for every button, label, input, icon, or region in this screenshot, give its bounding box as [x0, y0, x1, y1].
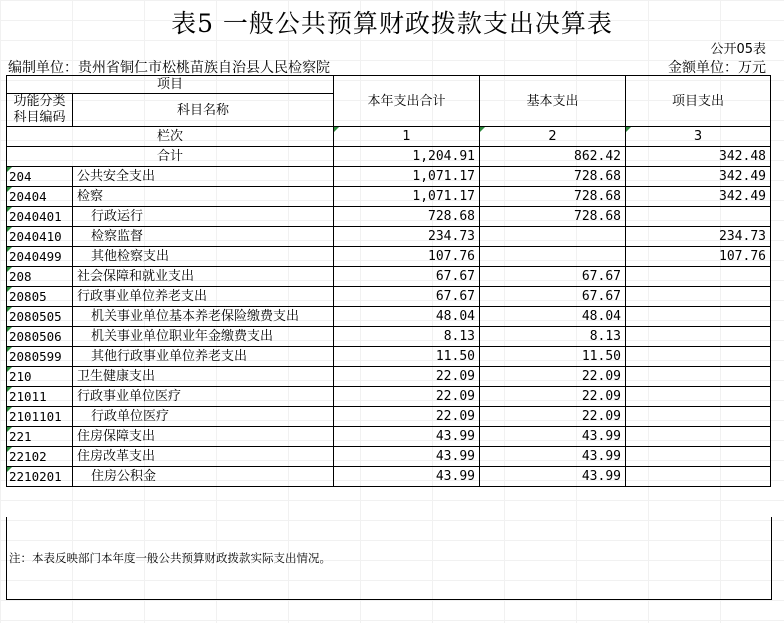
row-total[interactable]: 1,071.17 — [334, 167, 480, 187]
row-basic[interactable]: 22.09 — [480, 367, 626, 387]
table-body — [7, 167, 771, 487]
footnote — [6, 517, 772, 600]
table-row[interactable] — [7, 347, 771, 367]
row-total[interactable]: 43.99 — [334, 427, 480, 447]
row-subject-name[interactable]: 其他检察支出 — [73, 247, 334, 267]
row-total[interactable]: 11.50 — [334, 347, 480, 367]
row-basic[interactable]: 43.99 — [480, 427, 626, 447]
header-col-project[interactable]: 项目支出 — [626, 76, 771, 127]
row-subject-name[interactable]: 行政事业单位养老支出 — [73, 287, 334, 307]
row-project[interactable] — [626, 367, 771, 387]
row-project[interactable]: 342.49 — [626, 187, 771, 207]
row-basic[interactable] — [480, 247, 626, 267]
header-subject-name[interactable]: 科目名称 — [73, 94, 334, 127]
row-total[interactable]: 67.67 — [334, 267, 480, 287]
row-total[interactable]: 234.73 — [334, 227, 480, 247]
row-code[interactable]: 221 — [7, 427, 73, 447]
row-code[interactable]: 21011 — [7, 387, 73, 407]
row-project[interactable] — [626, 287, 771, 307]
header-func-code[interactable]: 功能分类科目编码 — [7, 94, 73, 127]
table-row[interactable] — [7, 287, 771, 307]
row-basic[interactable]: 728.68 — [480, 187, 626, 207]
page-title: 表5 一般公共预算财政拨款支出决算表 — [171, 9, 613, 38]
row-code[interactable]: 2040401 — [7, 207, 73, 227]
table-row[interactable] — [7, 187, 771, 207]
table-row[interactable] — [7, 367, 771, 387]
row-basic[interactable]: 43.99 — [480, 447, 626, 467]
table-row[interactable] — [7, 267, 771, 287]
row-total[interactable]: 22.09 — [334, 387, 480, 407]
row-project[interactable] — [626, 347, 771, 367]
row-subject-name[interactable]: 住房保障支出 — [73, 427, 334, 447]
row-basic[interactable]: 728.68 — [480, 167, 626, 187]
row-basic[interactable]: 48.04 — [480, 307, 626, 327]
header-col-basic[interactable]: 基本支出 — [480, 76, 626, 127]
table-header — [7, 76, 771, 167]
row-subject-name[interactable]: 公共安全支出 — [73, 167, 334, 187]
row-basic[interactable]: 8.13 — [480, 327, 626, 347]
row-total[interactable]: 1,071.17 — [334, 187, 480, 207]
row-code[interactable]: 22102 — [7, 447, 73, 467]
row-subject-name[interactable]: 行政事业单位医疗 — [73, 387, 334, 407]
row-subject-name[interactable]: 其他行政事业单位养老支出 — [73, 347, 334, 367]
row-total[interactable]: 8.13 — [334, 327, 480, 347]
row-project[interactable]: 107.76 — [626, 247, 771, 267]
row-basic[interactable]: 11.50 — [480, 347, 626, 367]
row-code[interactable]: 2101101 — [7, 407, 73, 427]
header-seq-3[interactable]: 3 — [626, 127, 771, 147]
row-project[interactable] — [626, 327, 771, 347]
total-col2[interactable]: 862.42 — [480, 147, 626, 167]
table-row[interactable] — [7, 447, 771, 467]
row-total[interactable]: 22.09 — [334, 367, 480, 387]
table-row[interactable] — [7, 307, 771, 327]
row-basic[interactable]: 728.68 — [480, 207, 626, 227]
row-basic[interactable]: 67.67 — [480, 267, 626, 287]
row-subject-name[interactable]: 社会保障和就业支出 — [73, 267, 334, 287]
row-total[interactable]: 43.99 — [334, 447, 480, 467]
row-basic[interactable]: 22.09 — [480, 387, 626, 407]
row-subject-name[interactable]: 机关事业单位基本养老保险缴费支出 — [73, 307, 334, 327]
header-seq-1[interactable]: 1 — [334, 127, 480, 147]
row-code[interactable]: 2080599 — [7, 347, 73, 367]
row-subject-name[interactable]: 机关事业单位职业年金缴费支出 — [73, 327, 334, 347]
header-project[interactable]: 项目 — [7, 76, 334, 94]
row-code[interactable]: 208 — [7, 267, 73, 287]
row-total[interactable]: 67.67 — [334, 287, 480, 307]
row-basic[interactable]: 43.99 — [480, 467, 626, 487]
table-row[interactable] — [7, 407, 771, 427]
row-code[interactable]: 20805 — [7, 287, 73, 307]
footnote-text: 注：本表反映部门本年度一般公共预算财政拨款实际支出情况。 — [9, 551, 331, 565]
expenditure-table — [6, 75, 771, 487]
total-col1[interactable]: 1,204.91 — [334, 147, 480, 167]
row-project[interactable]: 342.49 — [626, 167, 771, 187]
unit-label: 金额单位：万元 — [668, 60, 766, 76]
row-project[interactable] — [626, 387, 771, 407]
table-row[interactable] — [7, 227, 771, 247]
table-row[interactable] — [7, 467, 771, 487]
row-code[interactable]: 2040410 — [7, 227, 73, 247]
total-col3[interactable]: 342.48 — [626, 147, 771, 167]
header-seq-2[interactable]: 2 — [480, 127, 626, 147]
organization-label: 编制单位：贵州省铜仁市松桃苗族自治县人民检察院 — [8, 60, 330, 76]
row-basic[interactable]: 67.67 — [480, 287, 626, 307]
row-basic[interactable]: 22.09 — [480, 407, 626, 427]
row-subject-name[interactable]: 行政单位医疗 — [73, 407, 334, 427]
table-row[interactable] — [7, 167, 771, 187]
row-subject-name[interactable]: 住房改革支出 — [73, 447, 334, 467]
row-subject-name[interactable]: 卫生健康支出 — [73, 367, 334, 387]
row-code[interactable]: 2080506 — [7, 327, 73, 347]
table-row[interactable] — [7, 427, 771, 447]
row-total[interactable]: 22.09 — [334, 407, 480, 427]
row-code[interactable]: 2040499 — [7, 247, 73, 267]
row-total[interactable]: 107.76 — [334, 247, 480, 267]
row-basic[interactable] — [480, 227, 626, 247]
row-code[interactable]: 2080505 — [7, 307, 73, 327]
row-project[interactable] — [626, 307, 771, 327]
row-code[interactable]: 2210201 — [7, 467, 73, 487]
header-col-total[interactable]: 本年支出合计 — [334, 76, 480, 127]
row-project[interactable] — [626, 467, 771, 487]
row-subject-name[interactable]: 住房公积金 — [73, 467, 334, 487]
table-row[interactable] — [7, 327, 771, 347]
row-subject-name[interactable]: 行政运行 — [73, 207, 334, 227]
row-project[interactable] — [626, 407, 771, 427]
row-code[interactable]: 210 — [7, 367, 73, 387]
row-code[interactable]: 20404 — [7, 187, 73, 207]
row-project[interactable]: 234.73 — [626, 227, 771, 247]
row-subject-name[interactable]: 检察 — [73, 187, 334, 207]
row-total[interactable]: 48.04 — [334, 307, 480, 327]
row-code[interactable]: 204 — [7, 167, 73, 187]
row-project[interactable] — [626, 207, 771, 227]
table-row[interactable] — [7, 247, 771, 267]
row-total[interactable]: 728.68 — [334, 207, 480, 227]
row-total[interactable]: 43.99 — [334, 467, 480, 487]
row-subject-name[interactable]: 检察监督 — [73, 227, 334, 247]
table-row[interactable] — [7, 387, 771, 407]
row-project[interactable] — [626, 427, 771, 447]
header-seq-label[interactable]: 栏次 — [7, 127, 334, 147]
row-project[interactable] — [626, 267, 771, 287]
form-number: 公开05表 — [710, 42, 766, 57]
table-row[interactable] — [7, 207, 771, 227]
total-label[interactable]: 合计 — [7, 147, 334, 167]
row-project[interactable] — [626, 447, 771, 467]
